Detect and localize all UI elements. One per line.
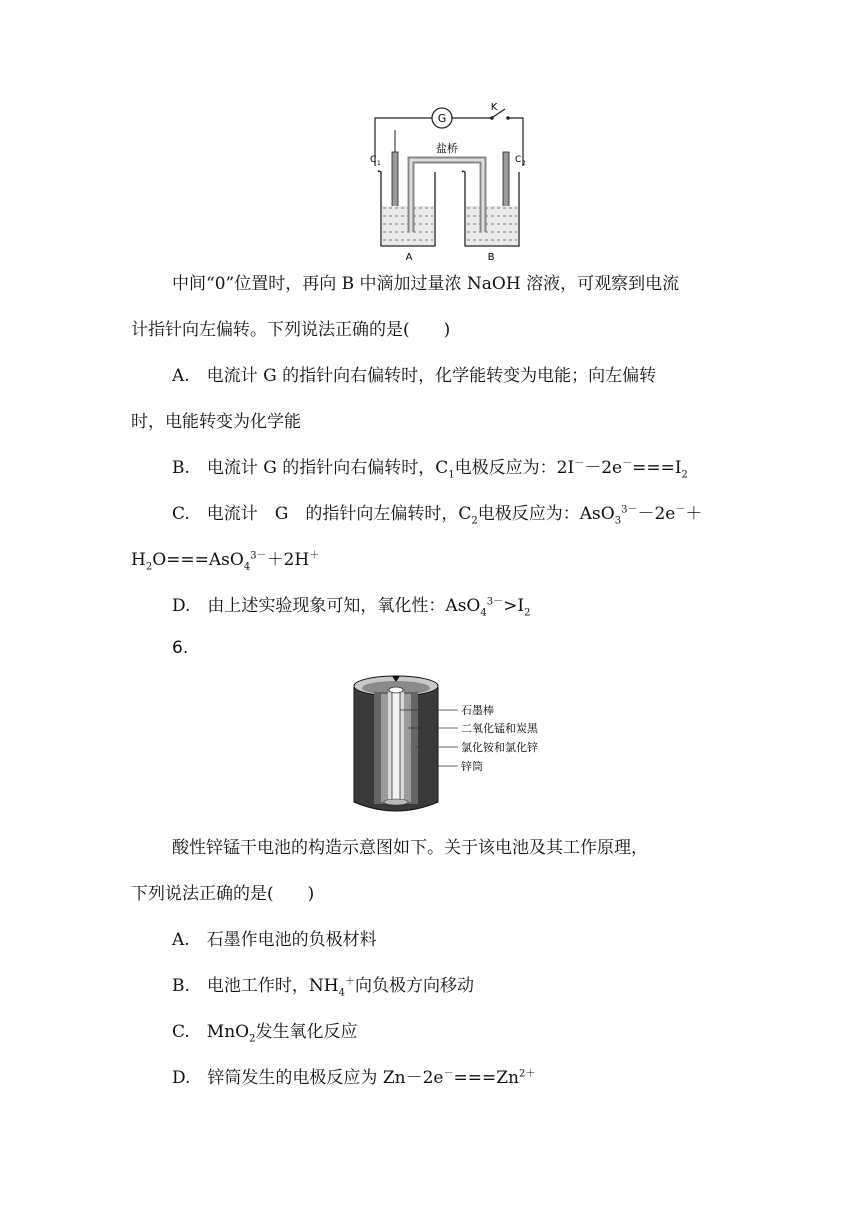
beaker-b [462,171,519,246]
q6-option-d: D. 锌筒发生的电极反应为 $Zn-2e^-===Zn^{2+}$ [172,1068,536,1088]
switch-label: K [490,102,498,113]
q6-option-a: A. 石墨作电池的负极材料 [172,930,377,950]
galvanometer-label: G [437,112,447,125]
q5-stem-line1: 中间“0”位置时，再向 B 中滴加过量浓 NaOH 溶液，可观察到电流 [172,274,680,294]
q5-option-d: D. 由上述实验现象可知，氧化性：$AsO_4^{3-}>I_2$ [172,596,531,619]
q6-option-c: C. MnO$_2$发生氧化反应 [172,1022,358,1045]
q5-option-c-line2: $H_2O===AsO_4^{3-}+2H^+$ [131,550,320,573]
q5-option-a-line1: A. 电流计 G 的指针向右偏转时，化学能转变为电能；向左偏转 [172,366,657,386]
q5-option-a-line2: 时，电能转变为化学能 [131,412,301,432]
dry-cell-figure [348,672,566,817]
q6-option-b: B. 电池工作时，$NH_4^+$向负极方向移动 [172,976,474,999]
svg-text:2: 2 [522,160,526,167]
galvanic-cell-figure [365,100,535,265]
left-electrode-label: C [370,155,377,165]
q6-number: 6. [172,638,189,658]
salt-bridge-label: 盐桥 [436,142,458,155]
label-zinc-can: 锌筒 [461,760,483,773]
beaker-a-label: A [405,252,413,263]
q6-stem-line2: 下列说法正确的是( ) [131,884,315,904]
right-electrode-label: C [515,155,522,165]
beaker-a [378,171,435,246]
q5-option-b: B. 电流计 G 的指针向右偏转时，$C_1$电极反应为：$2I^--2e^-===I_2$ [172,458,688,481]
q5-stem-line2: 计指针向左偏转。下列说法正确的是( ) [131,320,451,340]
q5-option-c-line1: C. 电流计 G 的指针向左偏转时，$C_2$电极反应为：AsO$_3^{3-}$－2e－＋ [172,504,703,527]
label-graphite-rod: 石墨棒 [461,704,494,717]
label-mno2-carbon: 二氧化锰和炭黑 [461,722,538,735]
q6-stem-line1: 酸性锌锰干电池的构造示意图如下。关于该电池及其工作原理， [172,838,648,858]
label-nh4cl-zncl2: 氯化铵和氯化锌 [461,741,538,754]
beaker-b-label: B [487,252,495,263]
svg-text:1: 1 [377,160,381,167]
